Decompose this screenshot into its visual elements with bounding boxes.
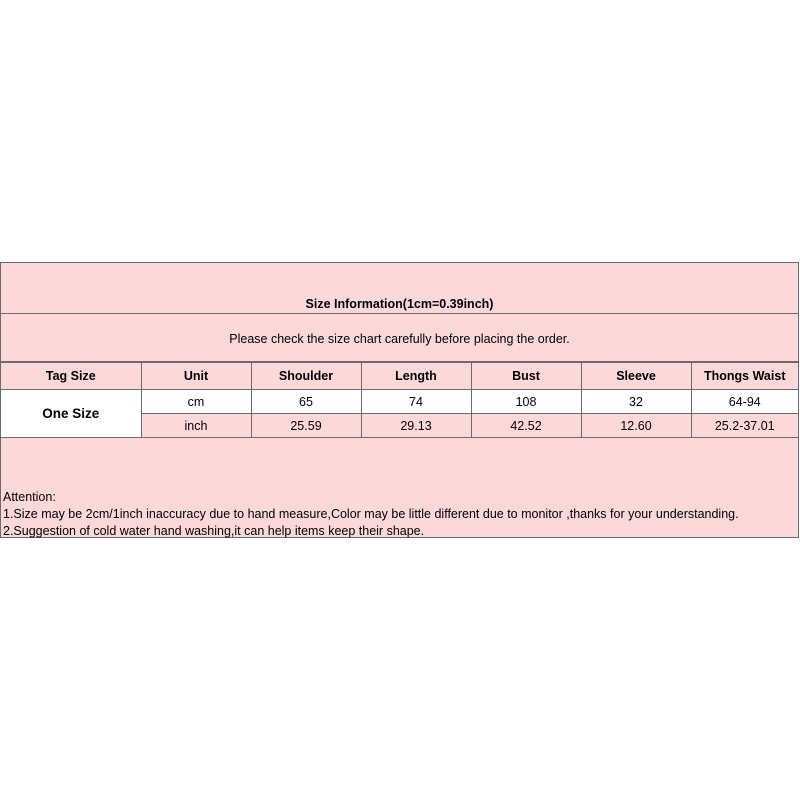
unit-cell-cm: cm bbox=[141, 390, 251, 414]
header-thongs-waist: Thongs Waist bbox=[691, 363, 798, 390]
size-chart-sheet bbox=[0, 262, 799, 538]
attention-line-1: 1.Size may be 2cm/1inch inaccuracy due to hand measure,Color may be little different due to monitor ,thanks for your understanding. bbox=[3, 507, 739, 521]
thongs-waist-cell-inch: 25.2-37.01 bbox=[691, 414, 798, 438]
table-header-row bbox=[1, 363, 798, 390]
header-bust: Bust bbox=[471, 363, 581, 390]
header-sleeve: Sleeve bbox=[581, 363, 691, 390]
attention-notes bbox=[3, 489, 739, 540]
size-check-notice: Please check the size chart carefully before placing the order. bbox=[229, 332, 570, 346]
size-information-title: Size Information(1cm=0.39inch) bbox=[305, 297, 494, 311]
sleeve-cell-cm: 32 bbox=[581, 390, 691, 414]
header-unit: Unit bbox=[141, 363, 251, 390]
bust-cell-inch: 42.52 bbox=[471, 414, 581, 438]
sleeve-cell-inch: 12.60 bbox=[581, 414, 691, 438]
thongs-waist-cell-cm: 64-94 bbox=[691, 390, 798, 414]
table-row-cm bbox=[1, 390, 798, 414]
header-tag-size: Tag Size bbox=[1, 363, 141, 390]
size-information-row bbox=[1, 263, 798, 314]
size-table bbox=[1, 362, 798, 438]
notice-row bbox=[1, 314, 798, 362]
shoulder-cell-inch: 25.59 bbox=[251, 414, 361, 438]
attention-line-2: 2.Suggestion of cold water hand washing,it can help items keep their shape. bbox=[3, 524, 425, 538]
length-cell-inch: 29.13 bbox=[361, 414, 471, 438]
bust-cell-cm: 108 bbox=[471, 390, 581, 414]
unit-cell-inch: inch bbox=[141, 414, 251, 438]
length-cell-cm: 74 bbox=[361, 390, 471, 414]
shoulder-cell-cm: 65 bbox=[251, 390, 361, 414]
attention-heading: Attention: bbox=[3, 490, 56, 504]
header-shoulder: Shoulder bbox=[251, 363, 361, 390]
tag-size-cell: One Size bbox=[1, 390, 141, 438]
header-length: Length bbox=[361, 363, 471, 390]
